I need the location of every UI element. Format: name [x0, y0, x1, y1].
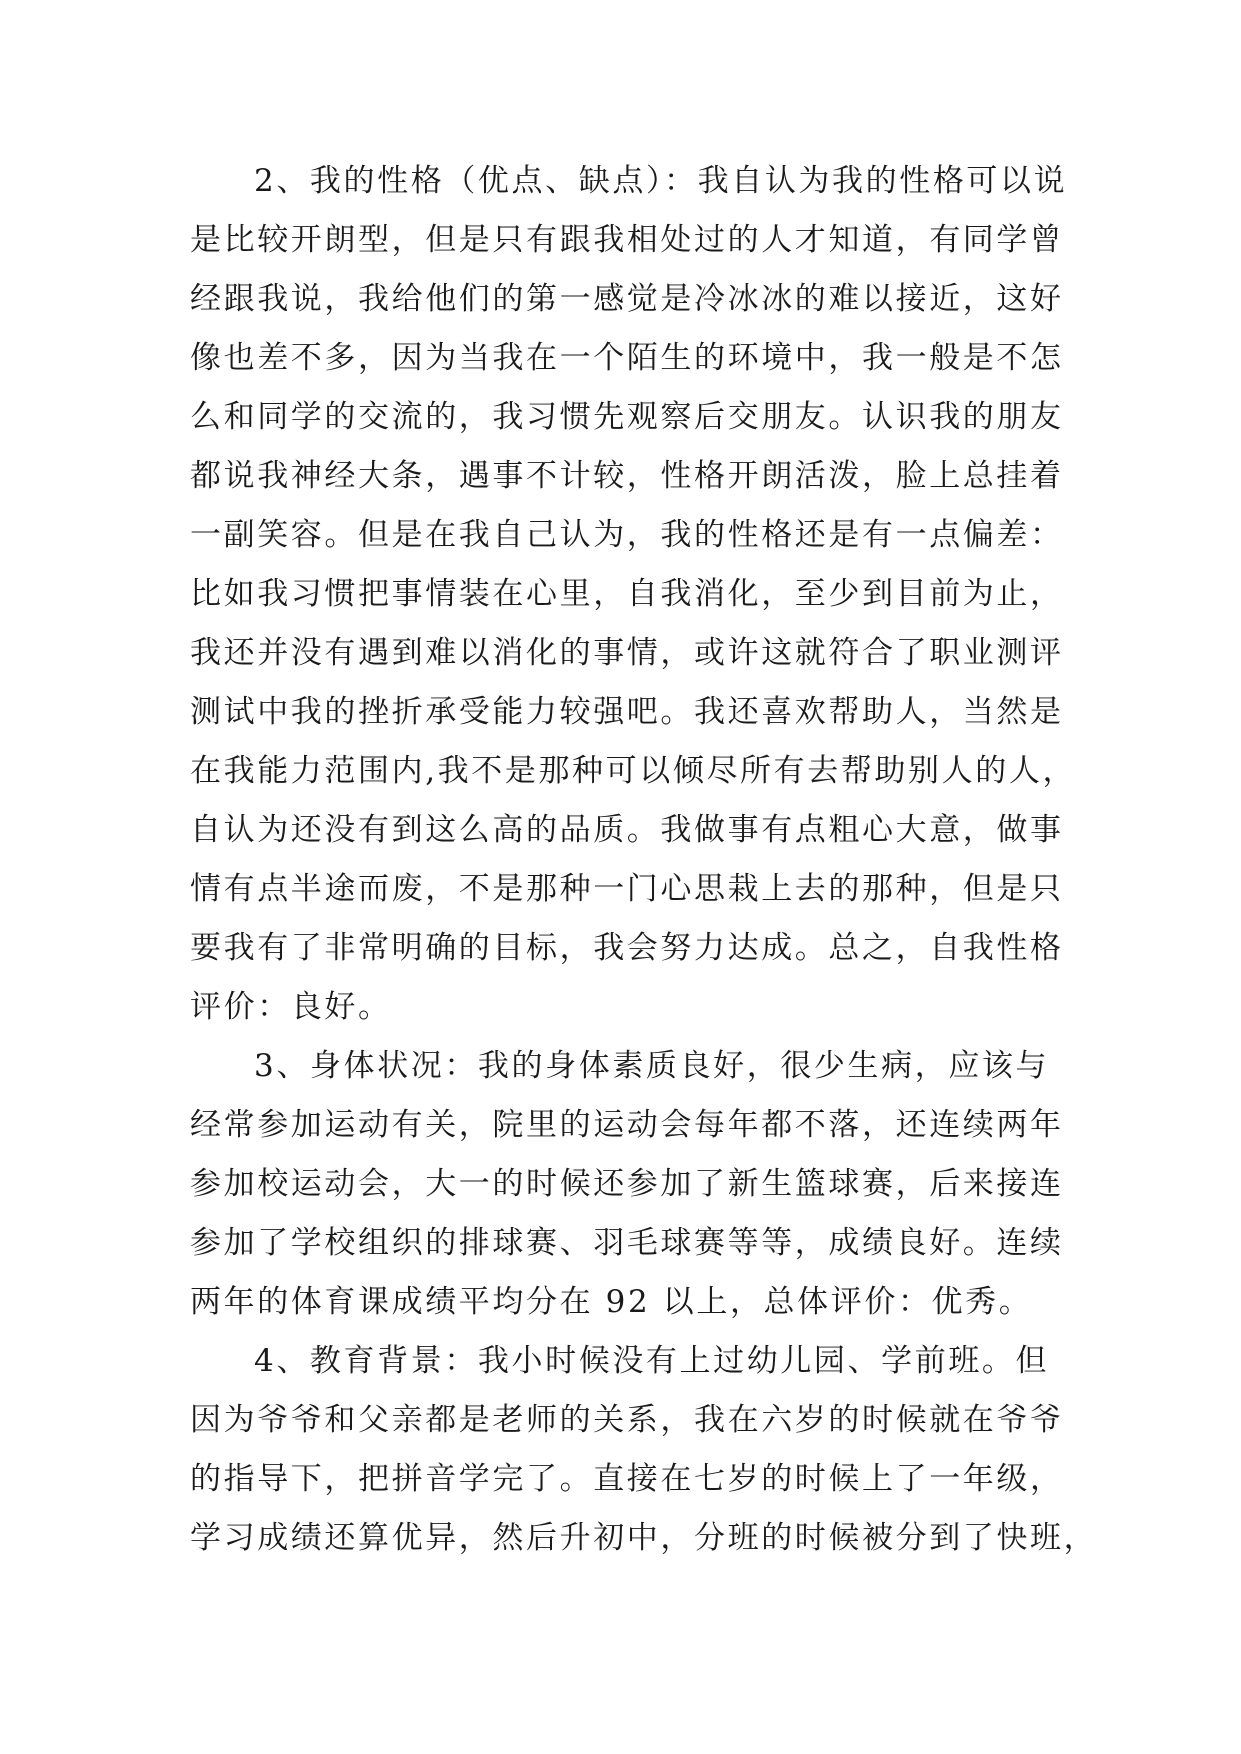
paragraph-personality	[190, 152, 1077, 1037]
paragraph-education	[190, 1332, 1098, 1568]
text-line: 都说我神经大条，遇事不计较，性格开朗活泼，脸上总挂着	[190, 458, 1064, 494]
text-line: 参加校运动会，大一的时候还参加了新生篮球赛，后来接连	[190, 1166, 1064, 1202]
text-line: 像也差不多，因为当我在一个陌生的环境中，我一般是不怎	[190, 340, 1064, 376]
paragraph-health	[190, 1037, 1064, 1332]
text-line: 我还并没有遇到难以消化的事情，或许这就符合了职业测评	[190, 635, 1064, 671]
text-line: 经常参加运动有关，院里的运动会每年都不落，还连续两年	[190, 1107, 1064, 1143]
text-line: 4、教育背景：我小时候没有上过幼儿园、学前班。但	[254, 1343, 1050, 1379]
text-line: 评价：良好。	[190, 989, 392, 1025]
text-line: 一副笑容。但是在我自己认为，我的性格还是有一点偏差：	[190, 517, 1064, 553]
document-body	[190, 152, 1098, 1568]
text-line: 经跟我说，我给他们的第一感觉是冷冰冰的难以接近，这好	[190, 281, 1064, 317]
text-line: 比如我习惯把事情装在心里，自我消化，至少到目前为止，	[190, 576, 1064, 612]
text-line: 要我有了非常明确的目标，我会努力达成。总之，自我性格	[190, 930, 1064, 966]
text-line: 两年的体育课成绩平均分在 92 以上，总体评价：优秀。	[190, 1284, 1033, 1320]
text-line: 自认为还没有到这么高的品质。我做事有点粗心大意，做事	[190, 812, 1064, 848]
text-line: 情有点半途而废，不是那种一门心思栽上去的那种，但是只	[190, 871, 1064, 907]
text-line: 3、身体状况：我的身体素质良好，很少生病，应该与	[254, 1048, 1050, 1084]
text-line: 测试中我的挫折承受能力较强吧。我还喜欢帮助人，当然是	[190, 694, 1064, 730]
text-line: 学习成绩还算优异，然后升初中，分班的时候被分到了快班，	[190, 1520, 1098, 1556]
text-line: 的指导下，把拼音学完了。直接在七岁的时候上了一年级，	[190, 1461, 1064, 1497]
text-line: 在我能力范围内,我不是那种可以倾尽所有去帮助别人的人，	[190, 753, 1077, 789]
text-line: 是比较开朗型，但是只有跟我相处过的人才知道，有同学曾	[190, 222, 1064, 258]
text-line: 参加了学校组织的排球赛、羽毛球赛等等，成绩良好。连续	[190, 1225, 1064, 1261]
text-line: 2、我的性格（优点、缺点）：我自认为我的性格可以说	[254, 163, 1068, 199]
text-line: 么和同学的交流的，我习惯先观察后交朋友。认识我的朋友	[190, 399, 1064, 435]
text-line: 因为爷爷和父亲都是老师的关系，我在六岁的时候就在爷爷	[190, 1402, 1064, 1438]
